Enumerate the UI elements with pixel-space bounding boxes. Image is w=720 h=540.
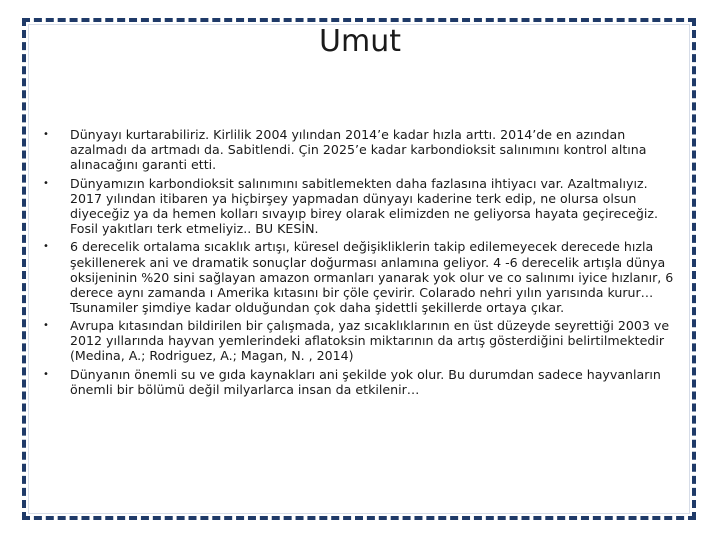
bullet-text: Dünyamızın karbondioksit salınımını sabitlemekten daha fazlasına ihtiyacı var. Azaltmalıyız. 2017 yılından itibaren ya hiçbirşey yapmadan dünyayı kaderine terk edip, ne olursa olsun diyeceğiz ya da hemen kolları sıvayıp birey olarak elimizden ne geliyorsa hayata geçireceğiz. Fosil yakıtları terk etmeliyiz.. BU KESİN. <box>70 175 658 236</box>
bullet-item <box>43 318 682 364</box>
bullet-marker: • <box>43 368 49 380</box>
bullet-text: 6 derecelik ortalama sıcaklık artışı, küresel değişikliklerin takip edilemeyecek derecede hızla şekillenerek ani ve dramatik sonuçlar doğurması anlamına geliyor. 4 -6 derecelik artışla dünya oksijeninin %20 sini sağlayan amazon ormanları yanarak yok olur ve co salınımı iyice hızlanır, 6 derece aynı zamanda ı Amerika kıtasını bir çöle çevirir. Colarado nehri yılın yarısında kurur…Tsunamiler şimdiye kadar olduğundan çok daha şidettli şekillerde ortaya çıkar. <box>70 239 674 315</box>
bullet-marker: • <box>43 241 49 253</box>
bullet-item <box>43 366 682 398</box>
bullet-marker: • <box>43 320 49 332</box>
bullet-item <box>43 127 682 173</box>
bullet-item <box>43 175 682 236</box>
bullet-marker: • <box>43 177 49 189</box>
bullet-item <box>43 239 682 315</box>
bullet-text: Avrupa kıtasından bildirilen bir çalışmada, yaz sıcaklıklarının en üst düzeyde seyrettiği 2003 ve 2012 yıllarında hayvan yemlerindeki aflatoksin miktarının da artış gösterdiğini belirtilmektedir (Medina, A.; Rodriguez, A.; Magan, N. , 2014) <box>70 318 670 364</box>
bullet-text: Dünyanın önemli su ve gıda kaynakları ani şekilde yok olur. Bu durumdan sadece hayvanların önemli bir bölümü değil milyarlarca insan da etkilenir… <box>70 366 661 398</box>
bullet-marker: • <box>43 129 49 140</box>
bullet-list <box>43 127 682 401</box>
slide-title: Umut <box>319 24 401 59</box>
bullet-text: Dünyayı kurtarabiliriz. Kirlilik 2004 yılından 2014’e kadar hızla arttı. 2014’de en azından azalmadı da artmadı da. Sabitlendi. Çin 2025’e kadar karbondioksit salınımını kontrol altına alınacağını garanti etti. <box>70 127 647 173</box>
